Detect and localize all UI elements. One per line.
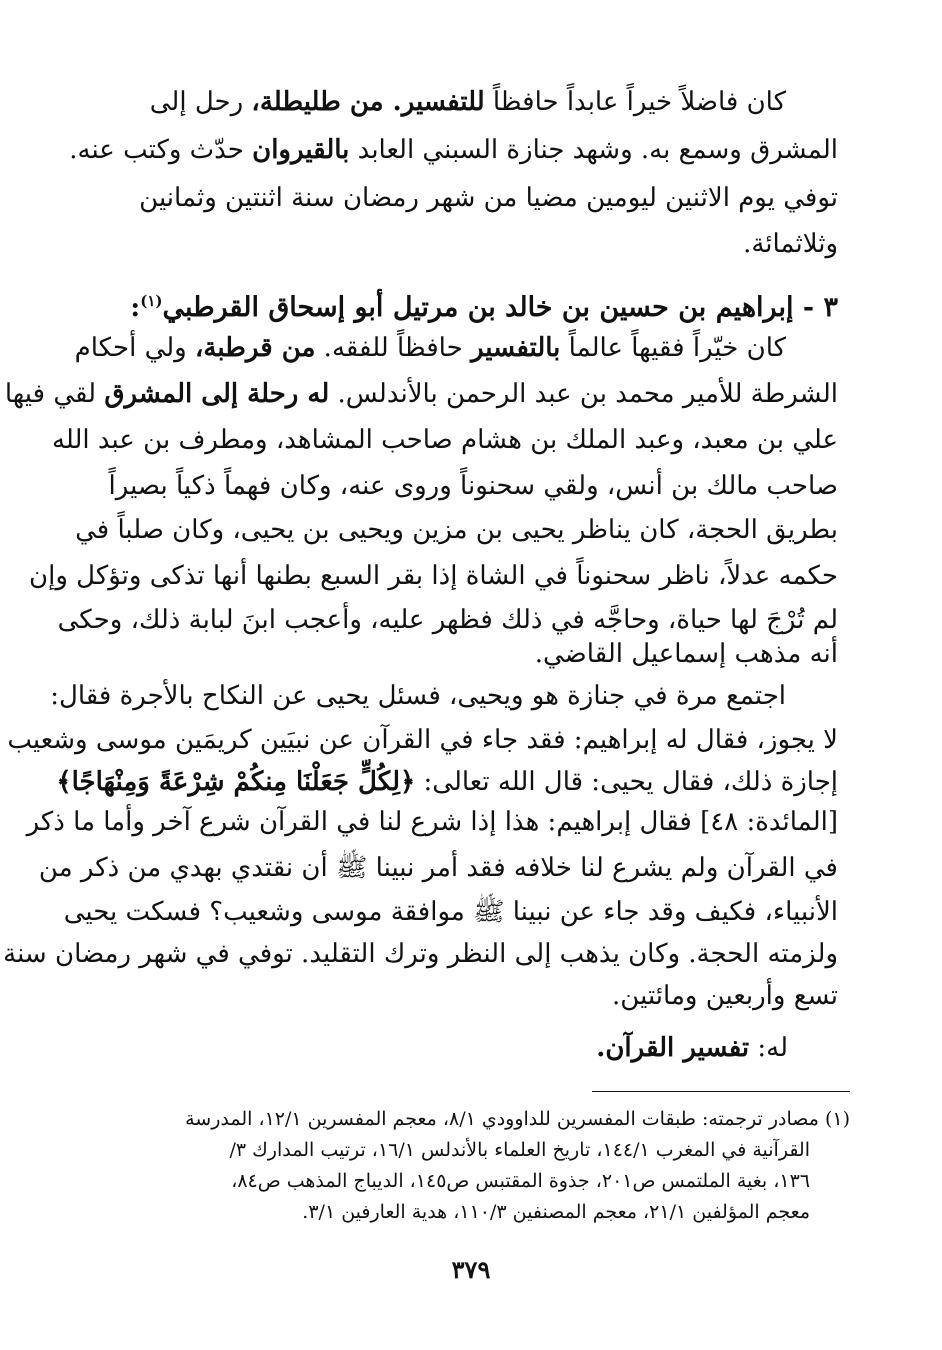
text-line [4, 372, 838, 416]
text-run: [المائدة: ٤٨] فقال إبراهيم: هذا إذا شرع لنا في القرآن شرع آخر وأما ما ذكر [26, 807, 838, 837]
text-line [51, 418, 838, 462]
text-run: الأنبياء، فكيف وقد جاء عن نبينا ﷺ موافقة موسى وشعيب؟ فسكت يحيى [63, 897, 838, 927]
text-run: كان فاضلاً خيراً عابداً حافظاً [484, 87, 786, 117]
text-line [96, 80, 838, 124]
footnote-separator [592, 1091, 850, 1092]
bold-text: من قرطبة، [195, 333, 316, 363]
text-line [56, 760, 838, 804]
bold-text: ﴿لِكُلٍّ جَعَلْنَا مِنكُمْ شِرْعَةً وَمِنْهَاجًا﴾ [56, 767, 416, 797]
text-line [96, 632, 838, 676]
text-line [69, 128, 838, 172]
text-line [38, 846, 838, 890]
text-line [50, 674, 838, 718]
bold-text: له رحلة إلى المشرق [104, 379, 330, 409]
bold-text: بالتفسير [470, 333, 561, 363]
entry-heading-text: ٣ - إبراهيم بن حسين بن خالد بن مرتيل أبو إسحاق القرطبي [162, 292, 838, 323]
text-run: لقي فيها [4, 379, 105, 409]
works-line [96, 1026, 838, 1070]
text-run: حكمه عدلاً، ناظر سحنوناً في الشاة إذا بقر السبع بطنها أنها تذكى وتؤكل وإن [29, 561, 838, 591]
text-line [96, 974, 838, 1018]
text-line [75, 508, 838, 552]
text-line [26, 800, 838, 844]
works-label: له: [757, 1033, 788, 1063]
text-run: حدّث وكتب عنه. [69, 135, 253, 165]
text-line [96, 176, 838, 220]
text-line [74, 326, 838, 370]
bold-text: بالقيروان [252, 135, 350, 165]
text-run: رحل إلى [149, 87, 252, 117]
text-run: وثلاثمائة. [743, 229, 838, 259]
footnote-reference: (١) [140, 292, 163, 310]
text-run: توفي يوم الاثنين ليومين مضيا من شهر رمضان سنة اثنتين وثمانين [139, 183, 838, 213]
text-run: تسع وأربعين ومائتين. [612, 981, 838, 1011]
text-run: اجتمع مرة في جنازة هو ويحيى، فسئل يحيى عن النكاح بالأجرة فقال: [50, 681, 786, 711]
entry-heading [96, 279, 838, 330]
text-run: في القرآن ولم يشرع لنا خلافه فقد أمر نبينا ﷺ أن نقتدي بهدي من ذكر من [38, 853, 838, 883]
text-run: أنه مذهب إسماعيل القاضي. [534, 639, 838, 669]
text-run: علي بن معبد، وعبد الملك بن هشام صاحب المشاهد، ومطرف بن عبد الله [51, 425, 838, 455]
text-run: حافظاً للفقه. [315, 333, 471, 363]
bold-text: للتفسير. من طليطلة، [251, 87, 485, 117]
text-run: كان خيّراً فقيهاً عالماً [560, 333, 786, 363]
text-run: إجازة ذلك، فقال يحيى: قال الله تعالى: [415, 767, 838, 797]
text-line [63, 890, 838, 934]
text-line [96, 222, 838, 266]
text-line [29, 554, 838, 598]
text-run: لم تُرْجَ لها حياة، وحاجَّه في ذلك فظهر عليه، وأعجب ابنَ لبابة ذلك، وحكى [57, 605, 838, 635]
text-run: المشرق وسمع به. وشهد جنازة السبني العابد [349, 135, 838, 165]
works-title: تفسير القرآن. [596, 1033, 750, 1063]
text-run: ولي أحكام [74, 333, 195, 363]
text-run: بطريق الحجة، كان يناظر يحيى بن مزين ويحيى بن يحيى، وكان صلباً في [75, 515, 838, 545]
text-run: لا يجوز، فقال له إبراهيم: فقد جاء في القرآن عن نبيَين كريمَين موسى وشعيب [7, 725, 838, 755]
text-run: صاحب مالك بن أنس، ولقي سحنوناً وروى عنه، وكان فهماً ذكياً بصيراً [108, 471, 838, 501]
footnote-line: معجم المؤلفين ٢١/١، معجم المصنفين ١١٠/٣، هدية العارفين ٣/١. [302, 1201, 810, 1223]
footnote-line: (١) مصادر ترجمته: طبقات المفسرين للداوودي ٨/١، معجم المفسرين ١٢/١، المدرسة [185, 1108, 850, 1130]
footnote-line: القرآنية في المغرب ١٤٤/١، تاريخ العلماء بالأندلس ١٦/١، ترتيب المدارك ٣/ [229, 1139, 810, 1161]
page-number: ٣٧٩ [451, 1255, 491, 1284]
footnote-line: ١٣٦، بغية الملتمس ص٢٠١، جذوة المقتبس ص١٤٥، الديباج المذهب ص٨٤، [231, 1170, 810, 1192]
text-line [3, 932, 838, 976]
text-line [96, 464, 838, 508]
text-line [7, 718, 838, 762]
text-run: الشرطة للأمير محمد بن عبد الرحمن بالأندلس. [329, 379, 838, 409]
heading-colon: : [130, 292, 141, 323]
text-run: ولزمته الحجة. وكان يذهب إلى النظر وترك التقليد. توفي في شهر رمضان سنة [3, 939, 838, 969]
